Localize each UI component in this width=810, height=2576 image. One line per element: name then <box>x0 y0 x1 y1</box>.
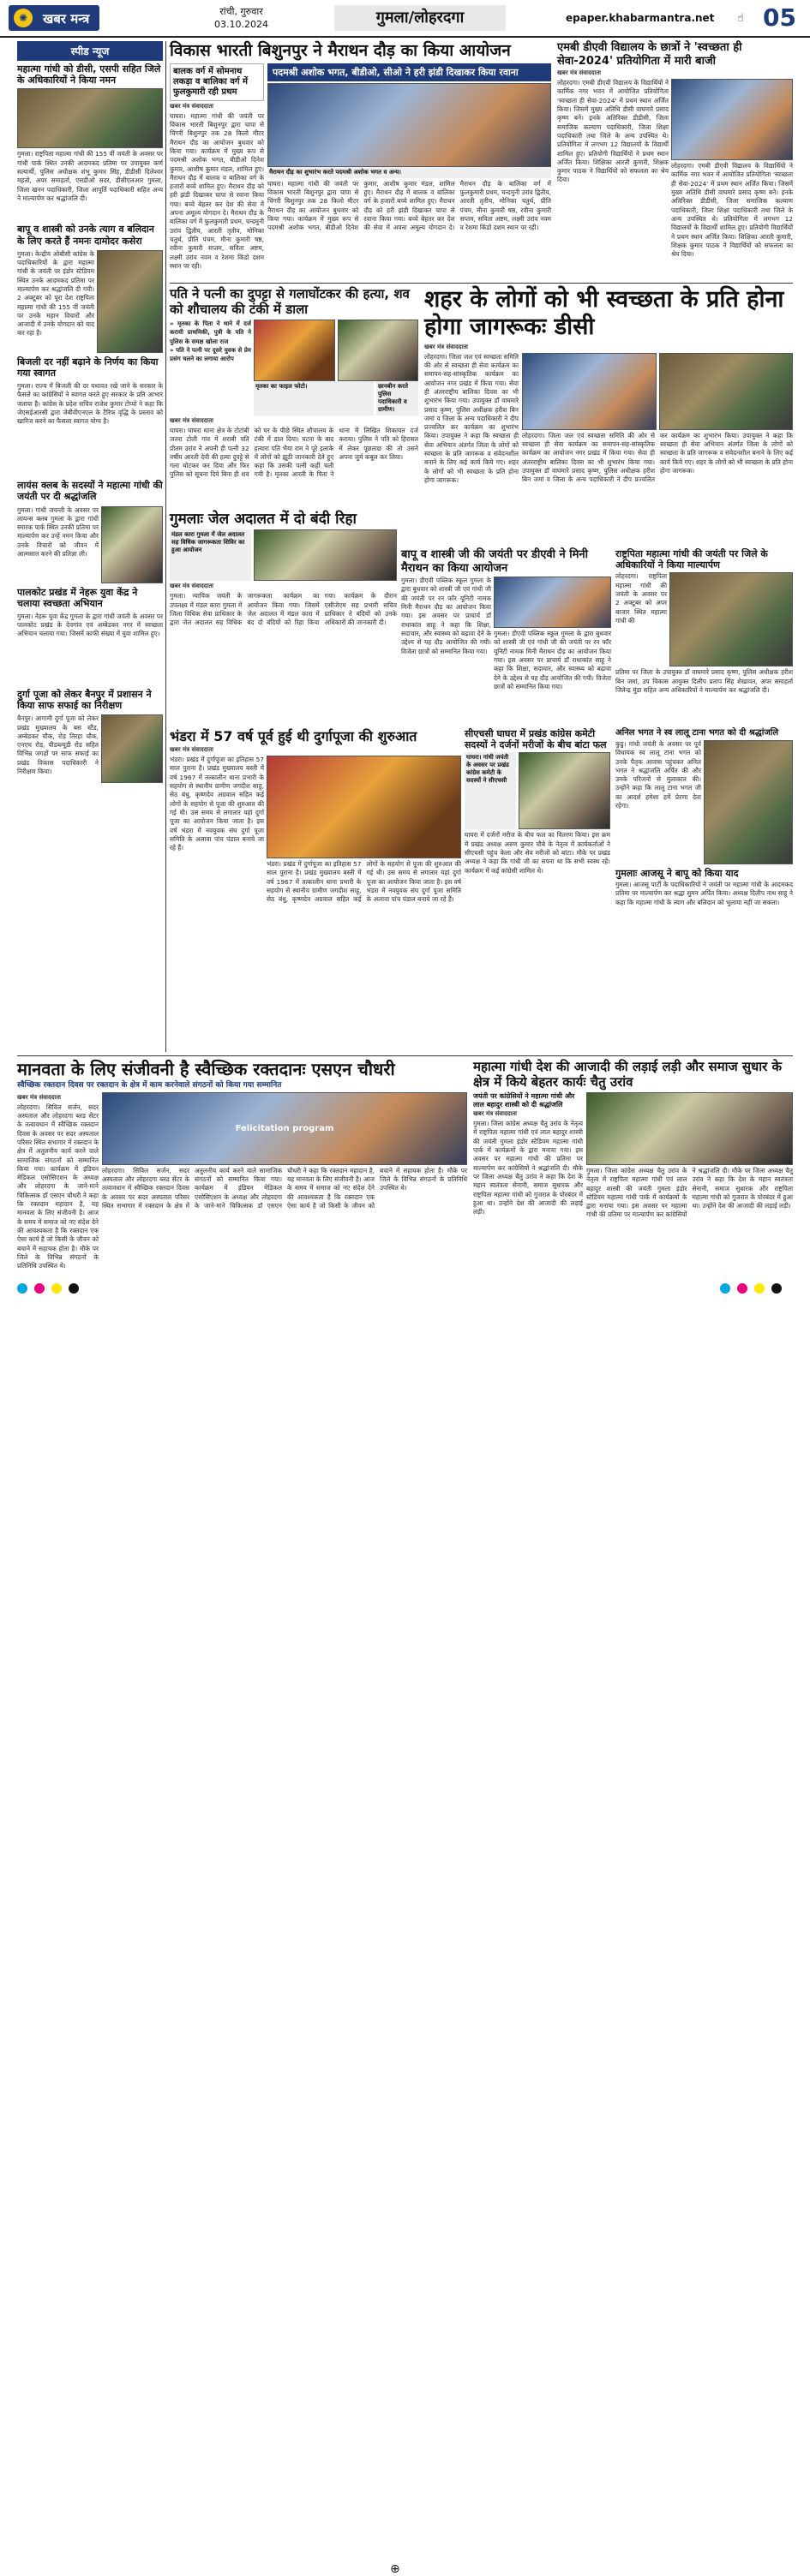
story-body: गुमला। गांधी जयन्ती के अवसर पर लायन्स क्लब गुमला के द्वारा गांधी स्मारक पार्क स्थित उनकी प्रतिमा पर माल्यार्पण कर उन्हें नमन किया और उनके विचारों को जीवन में आत्मसात करने की प्रतिज्ञा ली। <box>17 505 99 558</box>
story-body: घाघरा। महात्मा गांधी की जयंती पर विकास भारती बिशुनपुर द्वारा चापा से चिंगरी बिशुनपुर तक 28 किलो मीटर मैराथन दौड़ का आयोजन बुधवार को किया गया। कार्यक्रम में मुख्य रूप से पदमश्री अशोक भगत, बीडीओ दिनेश कुमार, आशीष कुमार मंडल, शामिल हुए। मैराथन दौड़ में बालक व बालिका वर्ग के हजारों बच्चे शामिल हुए। मैराथन दौड़ को हरी झंडी दिखाकर चापा से रवाना किया गया। बच्चे बेहतर कर देश की सेवा में अपना अमूल्य योगदान दे। मैराथन दौड़ के बालिका वर्ग में फुलकुमारी प्रथम, चन्दमुनी उरांव द्वितीय, आरती तृतीय, मोनिका चतुर्थ, प्रीति पंचम, मीना कुमारी षष्ठ, रवीना कुमारी सप्तम, सविता अष्टम, लक्ष्मी उरांव नवम व रेशमा किंडो दशम स्थान पर रही। <box>267 179 551 232</box>
cyan-mark <box>720 1283 730 1294</box>
section-rule <box>17 1055 793 1056</box>
story-body: घाघरा। घाघरा थाना क्षेत्र के टोटांबी जतरा टोली गांव में शराबी पति प्रीतम उरांव ने अपनी ही पत्नी 32 वर्षीय आरती देवी की हत्या दुपट्टे से गला घोटकर कर दिया और फिर पुलिस को सूचना दिये बिना ही शव को घर के पीछे स्थित शौचालय के टंकी में डाल दिया। घटना के बाद हत्यारा पति भैया राम ने पूरे इलाके में लोगों को झूठी जानकारी देते हुए कहा कि उसकी पत्नी कहीं चली गयी है। मृतका आरती के पिता ने थाना में लिखित शिकायत दर्ज कराया। पुलिस ने पति को हिरासत में लेकर पूछताछ की तो उसने अपना जुर्म कबूल कर लिया। <box>170 427 418 479</box>
magenta-mark <box>737 1283 747 1294</box>
byline: खबर मंत्र संवाददाता <box>170 583 213 590</box>
black-mark <box>69 1283 79 1294</box>
city: रांची, गुरुवार <box>219 6 263 17</box>
story-body: घाघरा। महात्मा गांधी की जयंती पर विकास भारती बिशुनपुर द्वारा चापा से चिंगरी बिशुनपुर तक 28 किलो मीटर मैराथन दौड़ का आयोजन बुधवार को किया गया। कार्यक्रम में मुख्य रूप से पदमश्री अशोक भगत, बीडीओ दिनेश कुमार, आशीष कुमार मंडल, शामिल हुए। मैराथन दौड़ में बालक व बालिका वर्ग के हजारों बच्चे शामिल हुए। मैराथन दौड़ को हरी झंडी दिखाकर चापा से रवाना किया गया। बच्चे बेहतर कर देश की सेवा में अपना अमूल्य योगदान दे। मैराथन दौड़ के बालिका वर्ग में फुलकुमारी प्रथम, चन्दमुनी उरांव द्वितीय, आरती तृतीय, मोनिका चतुर्थ, प्रीति पंचम, मीना कुमारी षष्ठ, रवीना कुमारी सप्तम, सविता अष्टम, लक्ष्मी उरांव नवम व रेशमा किंडो दशम स्थान पर रही। <box>170 111 264 270</box>
story-bullets: » मृतका के पिता ने थाने में दर्ज करायी प्राथमिकी, पुत्री के पति ने पुलिस के समक्ष खोला राज » पति ने पत्नी पर दूसरे युवक से प्रेम प्रसंग चलने का लगाया आरोप <box>170 320 251 363</box>
story-headline[interactable]: सीएचसी घाघरा में प्रखंड कांग्रेस कमेटी सदस्यों ने दर्जनों मरीजों के बीच बांटा फल <box>465 728 607 751</box>
dav-cleanliness-story <box>557 41 793 281</box>
story-headline[interactable]: एमबी डीएवी विद्यालय के छात्रों ने 'स्वच्छता ही सेवा-2024' प्रतियोगिता में मारी बाजी <box>557 41 742 68</box>
news-photo <box>101 506 163 583</box>
masthead <box>0 0 810 38</box>
story-body: लोहरदगा। राष्ट्रपिता महात्मा गांधी की जयंती के अवसर पर 2 अक्टूबर को अपर बाजार स्थित महात्मा गांधी की <box>615 572 667 625</box>
marathon-photo <box>494 577 611 628</box>
byline: खबर मंत्र संवाददाता <box>473 1110 517 1118</box>
story-body: लोहरदगा। जिला जल एवं स्वच्छता समिति की ओर से स्वच्छता ही सेवा कार्यक्रम का समापन-सह-सांस्कृतिक कार्यक्रम का आयोजन नगर प्रखंड में किया गया। सेवा ही अंतरराष्ट्रीय बालिका दिवस का भी शुभारंभ किया गया। उपायुक्त डॉ वाघमारे प्रसाद कृष्ण, पुलिस अधीक्षक हरीश बिन जमां व जिला के अन्य पदाधिकारी ने दीप प्रज्वलित कर कार्यक्रम का शुभारंभ किया। उपायुक्त ने कहा कि स्वच्छता ही सेवा अभियान अंतर्गत जिला के लोगों को स्वच्छता के प्रति जागरूक व संवेदनशील बनाने के लिए कई कार्य किये गए। शहर के लोगों को भी स्वच्छता के प्रति होना होगा जागरूक। <box>522 431 793 484</box>
tribute-photo <box>704 740 793 864</box>
story-body: प्रतिमा पर जिला के उपायुक्त डॉ वाघमारे प्रसाद कृष्ण, पुलिस अधीक्षक हरीश बिन जमां, उप विकास आयुक्त दिलीप प्रताप सिंह शेखावत, अपर समाहर्ता जितेन्द्र मुंडा सहित अन्य अधिकारियों ने माल्यार्पण कर श्रद्धांजलि दी। <box>615 668 793 694</box>
photo-caption: घाघरा। गांधी जयंती के अवसर पर प्रखंड कांग्रेस कमेटी के सदस्यों ने सीएचसी <box>465 752 516 829</box>
tribute-photo <box>669 572 793 666</box>
section-rule <box>170 283 793 284</box>
byline: खबर मंत्र संवाददाता <box>557 69 601 77</box>
story-headline[interactable]: दुर्गा पूजा को लेकर बैनपुर में प्रशासन ने किया साफ सफाई का निरीक्षण <box>17 688 152 712</box>
date-block <box>214 5 268 31</box>
chaitu-oraon-story <box>473 1059 793 1277</box>
mini-marathon-story <box>401 548 611 724</box>
story-headline[interactable]: मानवता के लिए संजीवनी है स्वैच्छिक रक्तदानः एसएन चौधरी <box>17 1059 395 1079</box>
logo-icon: ✺ <box>14 9 33 27</box>
subheadline: स्वैच्छिक रक्तदान दिवस पर रक्तदान के क्षेत्र में काम करनेवाले संगठनों को किया गया सम्मानित <box>17 1081 282 1090</box>
site-url[interactable]: epaper.khabarmantra.net <box>566 12 715 24</box>
story-headline[interactable]: पालकोट प्रखंड में नेहरू युवा केंद्र ने चलाया स्वच्छता अभियान <box>17 586 138 609</box>
event-photo <box>522 353 657 430</box>
jail-court-story <box>170 511 397 725</box>
story-body: गुमला। डीएवी पब्लिक स्कूल गुमला के द्वारा बुधवार को शास्त्री जी एवं गांधी जी की जयंती पर रन फॉर यूनिटी नामक मिनी मैराथन दौड़ का आयोजन किया गया। इस अवसर पर प्राचार्य डॉ राधाकांत साहू ने कहा कि शिक्षा, सदाचार, और स्वास्थ्य को बढ़ावा देने के उद्देश्य से यह दौड़ आयोजित की गयी। विजेता छात्रों को सम्मानित किया गया। <box>401 577 491 655</box>
congress-photo <box>586 1092 793 1165</box>
section-title: गुमला/लोहरदगा <box>334 5 506 31</box>
story-body: कुडु। गांधी जयंती के अवसर पर पूर्व विधायक स्व लालू टाना भगत को उनके पैतृक आवास पहुंचकर अनिल भगत ने श्रद्धांजलि अर्पित की और उनके परिजनों से मुलाकात की। उन्होंने कहा कि लालू टाना भगत जी का आदर्श हमेशा हमें प्रेरणा देता रहेगा। <box>615 740 701 810</box>
story-headline[interactable]: राष्ट्रपिता महात्मा गांधी की जयंती पर जिले के अधिकारियों ने किया माल्यार्पण <box>615 548 768 571</box>
story-headline[interactable]: विकास भारती बिशुनपुर ने मैराथन दौड़ का किया आयोजन <box>170 41 511 60</box>
photo-caption: मंडल कारा गुमला में जेल अदालत सह विधिक जागरूकता शिविर का हुआ आयोजन <box>170 529 251 581</box>
speed-news-label: स्पीड न्यूज <box>17 41 163 61</box>
byline: खबर मंत्र संवाददाता <box>170 746 213 754</box>
story-body: लोहरदगा। सिविल सर्जन, सदर अस्पताल और लोहरदगा ब्लड सेंटर के तत्वावधान में स्वैच्छिक रक्तदान दिवस के अवसर पर सदर अस्पताल परिसर स्थित सभागार में रक्तदान के क्षेत्र में अतुलनीय कार्य करने वाले सामाजिक संगठनों को सम्मानित किया गया। कार्यक्रम में इंडियन मेडिकल एसोसिएशन के अध्यक्ष और लोहरदगा के जाने-माने चिकित्सक डॉ एसएन चौधरी ने कहा कि रक्तदान महादान है, यह मानवता के लिए संजीवनी है। आज के समय में समाज को नए संदेश देने की आवश्यकता है कि रक्तदान एक ऐसा कार्य है जो किसी के जीवन को बचाने में सहायक होता है। मौके पर जिले के विभिन्न संगठनों के प्रतिनिधि उपस्थित थे। <box>102 1166 467 1210</box>
story-headline[interactable]: बिजली दर नहीं बढ़ाने के निर्णय का किया गया स्वागत <box>17 356 159 379</box>
issue-date: 03.10.2024 <box>214 19 268 30</box>
news-photo <box>17 88 163 148</box>
story-headline[interactable]: महात्मा गांधी को डीसी, एसपी सहित जिले के अधिकारियों ने किया नमन <box>17 63 161 87</box>
murder-story <box>170 286 418 507</box>
story-headline[interactable]: शहर के लोगों को भी स्वच्छता के प्रति होना होगा जागरूकः डीसी <box>424 286 784 341</box>
news-photo <box>97 250 163 353</box>
speed-news-column <box>17 41 163 1054</box>
story-body: लोहरदगा। एमबी डीएवी विद्यालय के विद्यार्थियों ने कार्मिक नगर भवन में आयोजित प्रतियोगिता 'स्वच्छता ही सेवा-2024' में प्रथम स्थान अर्जित किया। जिसमें मुख्य अतिथि डीसी वाघमारे प्रसाद कृष्ण बने। इनके अतिरिक्त डीडीसी, जिला समाजिक कल्याण पदाधिकारी, जिला शिक्षा पदाधिकारी तथा जिले के अन्य उपस्थित थे। प्रतियोगिता में लगभग 12 विद्यालयों के विद्यार्थी शामिल हुए। प्रतियोगी विद्यार्थियों ने प्रथम स्थान अर्जित किया। शिक्षिका आरती कुमारी, शिक्षक कुमार पाठक ने विद्यार्थियों को सफलता का श्रेय दिया। <box>671 162 793 259</box>
story-body: लोहरदगा। एमबी डीएवी विद्यालय के विद्यार्थियों ने कार्मिक नगर भवन में आयोजित प्रतियोगिता 'स्वच्छता ही सेवा-2024' में प्रथम स्थान अर्जित किया। जिसमें मुख्य अतिथि डीसी वाघमारे प्रसाद कृष्ण बने। इनके अतिरिक्त डीडीसी, जिला समाजिक कल्याण पदाधिकारी, जिला शिक्षा पदाधिकारी तथा जिले के अन्य उपस्थित थे। प्रतियोगिता में लगभग 12 विद्यालयों के विद्यार्थी शामिल हुए। प्रतियोगी विद्यार्थियों ने प्रथम स्थान अर्जित किया। शिक्षिका आरती कुमारी, शिक्षक कुमार पाठक ने विद्यार्थियों को सफलता का श्रेय दिया। <box>557 79 669 184</box>
subheadline-box: बालक वर्ग में सोमनाथ लकड़ा व बालिका वर्ग में फुलकुमारी रही प्रथम <box>170 63 264 101</box>
fruit-distribution-story <box>465 728 610 1049</box>
story-body: गुमला। राष्ट्रपिता महात्मा गांधी की 155 वीं जयंती के अवसर पर गांधी पार्क स्थित उनकी आदमकद प्रतिमा पर उपायुक्त कर्ण सत्यार्थी, पुलिस अधीक्षक शंभू कुमार सिंह, डीडीसी दिलेश्वर महतो, अपर समाहर्ता, एसडीओ सदर, डीसीएलआर गुमला, जिला खनन पदाधिकारी, जिला आपूर्ति पदाधिकारी सहित अन्य ने माल्यार्पण कर श्रद्धांजलि दी। <box>17 150 163 202</box>
byline: खबर मंत्र संवाददाता <box>170 417 213 424</box>
story-body: गुमला। केन्द्रीय ओबीसी कांग्रेस के पदाधिकारियों के द्वारा महात्मा गांधी के जयंती पर इंडोर स्टेडियम स्थित उनके आदमकद प्रतिमा पर माल्यार्पण कर श्रद्धांजलि दी गयी। 2 अक्टूबर को पूरा देश राष्ट्रपिता महात्मा गांधी की 155 वीं जयंती पर उनके महान विचारों और आजादी में उनके योगदान को याद कर रहा है। <box>17 249 94 338</box>
students-photo <box>671 79 793 160</box>
pointer-icon: ☝ <box>737 12 744 25</box>
story-headline[interactable]: बापू व शास्त्री जी की जयंती पर डीएवी ने मिनी मैराथन का किया आयोजन <box>401 548 589 575</box>
marathon-story <box>170 41 551 281</box>
byline: खबर मंत्र संवाददाता <box>424 343 468 350</box>
story-body: लोहरदगा। जिला जल एवं स्वच्छता समिति की ओर से स्वच्छता ही सेवा कार्यक्रम का समापन-सह-सांस्कृतिक कार्यक्रम का आयोजन नगर प्रखंड में किया गया। सेवा ही अंतरराष्ट्रीय बालिका दिवस का भी शुभारंभ किया गया। उपायुक्त डॉ वाघमारे प्रसाद कृष्ण, पुलिस अधीक्षक हरीश बिन जमां व जिला के अन्य पदाधिकारी ने दीप प्रज्वलित कर कार्यक्रम का शुभारंभ किया। उपायुक्त ने कहा कि स्वच्छता ही सेवा अभियान अंतर्गत जिला के लोगों को स्वच्छता के प्रति जागरूक व संवेदनशील बनाने के लिए कई कार्य किये गए। शहर के लोगों को भी स्वच्छता के प्रति होना होगा जागरूक। <box>424 352 519 484</box>
story-body: गुमला। जिला कांग्रेस अध्यक्ष चैतु उरांव के नेतृत्व में राष्ट्रपिता महात्मा गांधी एवं लाल बहादुर शास्त्री की जयंती गुमला इंडोर स्टेडियम महात्मा गांधी पार्क में कार्यक्रमों के द्वारा मनाया गया। इस अवसर पर महात्मा गांधी की प्रतिमा पर माल्यार्पण कर कांग्रेसियों ने श्रद्धांजलि दी। मौके पर जिला अध्यक्ष चैतु उरांव ने कहा कि देश के महान स्वतंत्रता सेनानी, समाज सुधारक और राष्ट्रपिता महात्मा गांधी को गुजरात के पोरबंदर में हुआ था। उन्होंने देश की आजादी की लड़ाई लड़ी। <box>586 1167 793 1219</box>
story-body: गुमला। न्यायिक जयंती के उपलक्ष्य में मंडल कारा गुमला में जिला विधिक सेवा प्राधिकार के द्वारा जेल अदालत सह विधिक जागरूकता कार्यक्रम का आयोजन किया गया। जिसमें जेल अदालत में मंडल कारा में बंद दो बंदियों को रिहा किया गया। कार्यक्रम के दौरान एसीजेएम सह प्रभारी सचिव प्राधिकार ने बंदियों को उनके अधिकारों की जानकारी दी। <box>170 592 397 627</box>
column-divider <box>165 41 166 1052</box>
news-photo <box>101 714 163 783</box>
blood-donation-story <box>17 1059 467 1277</box>
story-headline[interactable]: पति ने पत्नी का दुपट्टा से गलाघोंटकर की हत्या, शव को शौचालय की टंकी में डाला <box>170 286 410 317</box>
byline: खबर मंत्र संवाददाता <box>17 1093 61 1101</box>
police-photo <box>338 320 418 381</box>
byline: खबर मंत्र संवाददाता <box>170 102 213 110</box>
brand-name: खबर मन्त्र <box>43 11 90 27</box>
story-body: घाघरा में दर्जनों मरीज के बीच फल का वितरण किया। इस क्रम में प्रखंड अध्यक्ष अरुण कुमार चौबे के नेतृत्व में कार्यकर्ताओं ने सीएचसी पहुंच केला और सेव मरीजों को बांटा। मौके पर प्रखंड अध्यक्ष ने कहा कि गांधी जी का सपना था कि सभी स्वस्थ रहें। कार्यक्रम में कई कांग्रेसी शामिल थे। <box>465 831 610 875</box>
tribute-story <box>615 548 793 728</box>
page-number: 05 <box>763 3 796 32</box>
photo-caption: छानबीन करते पुलिस पदाधिकारी व ग्रामीण। <box>376 381 418 415</box>
story-body: बैनपुर। आगामी दुर्गा पूजा को लेकर प्रखंड मुख्यालय के बस स्टैंड, अम्बेडकर चौक, रोड़ तिरहा चौक, एनएच रोड़, पीडब्ल्यूडी रोड सहित विभिन्न जगहों पर साफ सफाई का प्रखंड विकास पदाधिकारी ने निरीक्षण किया। <box>17 714 99 776</box>
story-headline[interactable]: लायंस क्लब के सदस्यों ने महात्मा गांधी की जयंती पर दी श्रद्धांजलि <box>17 480 163 503</box>
victim-photo <box>254 320 335 381</box>
subheadline: जयंती पर कांग्रेसियों ने महात्मा गांधी और लाल बहादुर शास्त्री को दी श्रद्धांजलि <box>473 1092 575 1109</box>
story-headline[interactable]: गुमलाः जेल अदालत में दो बंदी रिहा <box>170 511 357 528</box>
story-body: गुमला। जिला कांग्रेस अध्यक्ष चैतु उरांव के नेतृत्व में राष्ट्रपिता महात्मा गांधी एवं लाल बहादुर शास्त्री की जयंती गुमला इंडोर स्टेडियम महात्मा गांधी पार्क में कार्यक्रमों के द्वारा मनाया गया। इस अवसर पर महात्मा गांधी की प्रतिमा पर माल्यार्पण कर कांग्रेसियों ने श्रद्धांजलि दी। मौके पर जिला अध्यक्ष चैतु उरांव ने कहा कि देश के महान स्वतंत्रता सेनानी, समाज सुधारक और राष्ट्रपिता महात्मा गांधी को गुजरात के पोरबंदर में हुआ था। उन्होंने देश की आजादी की लड़ाई लड़ी। <box>473 1120 583 1216</box>
court-photo <box>254 529 397 581</box>
story-headline[interactable]: भंडरा में 57 वर्ष पूर्व हुई थी दुर्गापूजा की शुरुआत <box>170 728 417 744</box>
brand-logo[interactable] <box>9 5 99 31</box>
right-bottom-stories <box>615 728 793 1049</box>
hospital-photo <box>519 752 610 829</box>
story-body: भंडरा। प्रखंड में दुर्गापूजा का इतिहास 57 साल पुराना है। प्रखंड मुख्यालय बस्ती में वर्ष 1967 में तत्कालीन थाना प्रभारी के सहयोग से स्थानीय ग्रामीण जगदीश साहू, सेठ बंधु, कृष्णदेव अग्रवाल सहित कई लोगों के सहयोग से पूजा की शुरुआत की गई थी। उस समय से लगातार यहां दुर्गा पूजा का आयोजन किया जाता है। इस वर्ष भंडरा में नवयुवक संघ दुर्गा पूजा समिति के अलावा पांच पंडाल बनाये जा रहे हैं। <box>267 860 461 904</box>
print-registration-marks <box>0 1280 810 2576</box>
cyan-mark <box>17 1283 27 1294</box>
durga-puja-story <box>170 728 461 1049</box>
story-body: गुमला। राज्य में बिजली की दर यथावत रखे जाने के सरकार के फैसले का कांग्रेसियों ने स्वागत करते हुए सरकार के प्रति आभार जताया है। कांग्रेस के प्रदेश सचिव राजेश कुमार टोप्पो ने कहा कि जेएसईआरसी द्वारा जेबीवीएनएल के टैरिफ वृद्धि के प्रस्ताव को खारिज करने का फैसला स्वागत योग्य है। <box>17 382 163 426</box>
story-body: गुमला। नेहरू युवा केंद्र गुमला के द्वारा गांधी जयंती के अवसर पर पालकोट प्रखंड के देवगांव एवं अम्बेडकर नगर में स्वच्छता अभियान चलाया गया। जिसमें काफी संख्या में युवा शामिल हुए। <box>17 612 163 638</box>
black-mark <box>771 1283 782 1294</box>
event-photo <box>659 353 794 430</box>
subheadline-banner: पदमश्री अशोक भगत, बीडीओ, सीओ ने हरी झंडी दिखाकर किया रवाना <box>267 63 551 81</box>
story-headline[interactable]: महात्मा गांधी देश की आजादी की लड़ाई लड़ी और समाज सुधार के क्षेत्र में किये बेहतर कार्यः चैतु उरांव <box>473 1059 782 1090</box>
yellow-mark <box>51 1283 62 1294</box>
durga-idol-photo <box>267 756 461 858</box>
story-headline[interactable]: अनिल भगत ने स्व लालू टाना भगत को दी श्रद्धांजलि <box>615 728 779 738</box>
cleanliness-dc-story <box>424 286 793 543</box>
photo-caption: मृतका का फाइल फोटो। <box>254 381 374 415</box>
marathon-photo <box>267 83 551 167</box>
story-body: लोहरदगा। सिविल सर्जन, सदर अस्पताल और लोहरदगा ब्लड सेंटर के तत्वावधान में स्वैच्छिक रक्तदान दिवस के अवसर पर सदर अस्पताल परिसर स्थित सभागार में रक्तदान के क्षेत्र में अतुलनीय कार्य करने वाले सामाजिक संगठनों को सम्मानित किया गया। कार्यक्रम में इंडियन मेडिकल एसोसिएशन के अध्यक्ष और लोहरदगा के जाने-माने चिकित्सक डॉ एसएन चौधरी ने कहा कि रक्तदान महादान है, यह मानवता के लिए संजीवनी है। आज के समय में समाज को नए संदेश देने की आवश्यकता है कि रक्तदान एक ऐसा कार्य है जो किसी के जीवन को बचाने में सहायक होता है। मौके पर जिले के विभिन्न संगठनों के प्रतिनिधि उपस्थित थे। <box>17 1103 99 1270</box>
story-body: भंडरा। प्रखंड में दुर्गापूजा का इतिहास 57 साल पुराना है। प्रखंड मुख्यालय बस्ती में वर्ष 1967 में तत्कालीन थाना प्रभारी के सहयोग से स्थानीय ग्रामीण जगदीश साहू, सेठ बंधु, कृष्णदेव अग्रवाल सहित कई लोगों के सहयोग से पूजा की शुरुआत की गई थी। उस समय से लगातार यहां दुर्गा पूजा का आयोजन किया जाता है। इस वर्ष भंडरा में नवयुवक संघ दुर्गा पूजा समिति के अलावा पांच पंडाल बनाये जा रहे हैं। <box>170 756 264 852</box>
yellow-mark <box>754 1283 765 1294</box>
crosshair-icon: ⊕ <box>390 2562 400 2576</box>
photo-caption: मैराथन दौड़ का शुभारंभ करते पदमश्री अशोक भगत व अन्य। <box>267 167 551 178</box>
felicitation-photo: Felicitation program <box>102 1092 467 1165</box>
story-body: गुमला। डीएवी पब्लिक स्कूल गुमला के द्वारा बुधवार को शास्त्री जी एवं गांधी जी की जयंती पर रन फॉर यूनिटी नामक मिनी मैराथन दौड़ का आयोजन किया गया। इस अवसर पर प्राचार्य डॉ राधाकांत साहू ने कहा कि शिक्षा, सदाचार, और स्वास्थ्य को बढ़ावा देने के उद्देश्य से यह दौड़ आयोजित की गयी। विजेता छात्रों को सम्मानित किया गया। <box>494 630 611 690</box>
story-headline[interactable]: बापू व शास्त्री को उनके त्याग व बलिदान के लिए करते हैं नमनः दामोदर कसेरा <box>17 224 154 247</box>
story-headline[interactable]: गुमलाः आजसू ने बापू को किया याद <box>615 868 739 879</box>
magenta-mark <box>34 1283 45 1294</box>
story-body: गुमला। आजसू पार्टी के पदाधिकारियों ने जयंती पर महात्मा गांधी के आदमकद प्रतिमा पर माल्यार्पण कर श्रद्धा सुमन अर्पित किया। अध्यक्ष दिलीप नाथ साहू ने कहा कि महात्मा गांधी के त्याग और बलिदान को भुलाया नहीं जा सकता। <box>615 881 793 906</box>
